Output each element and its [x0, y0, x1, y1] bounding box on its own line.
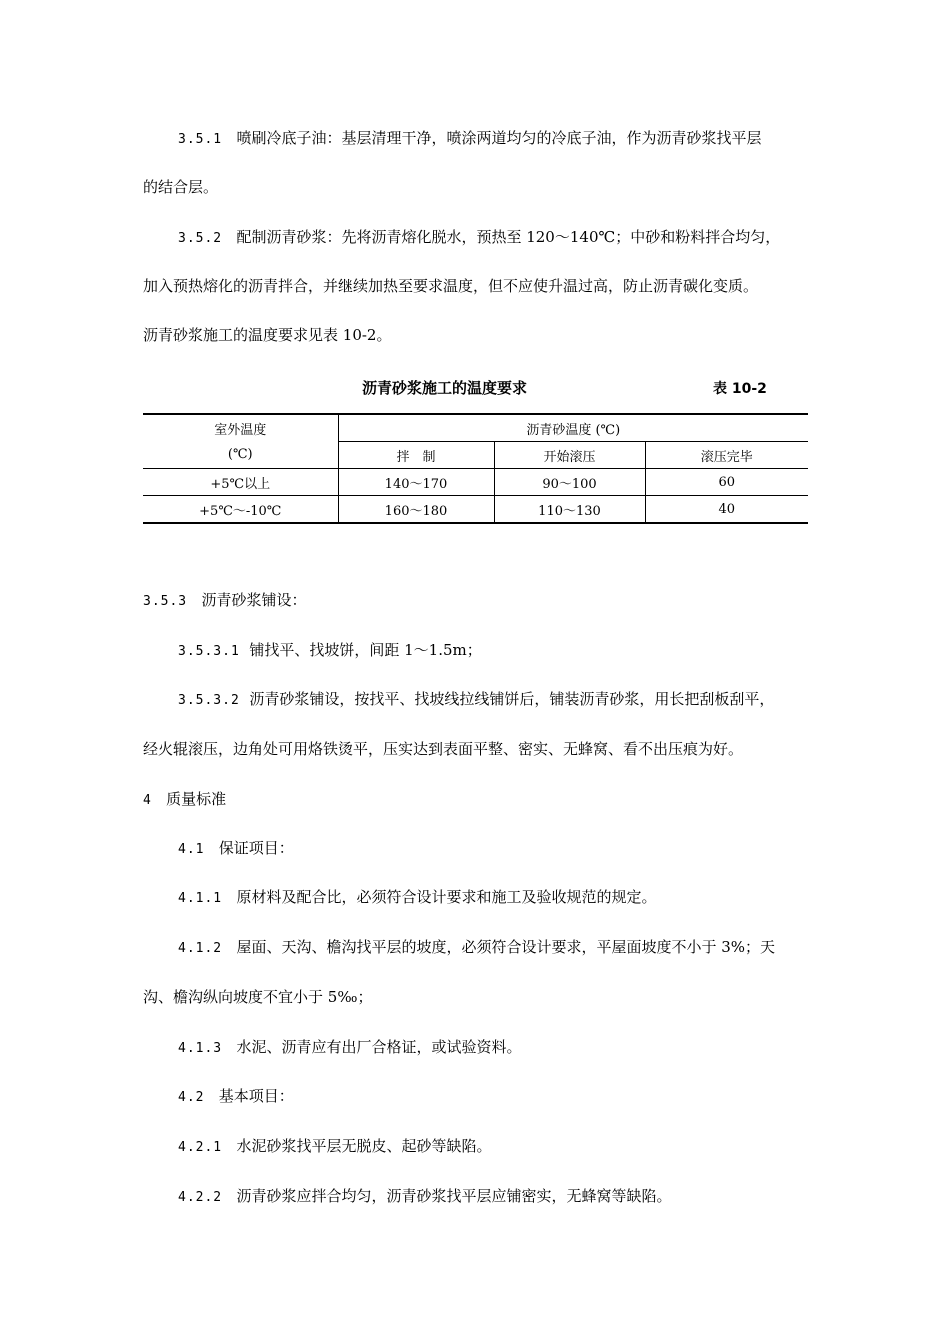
section-number: 4.1.3	[178, 1041, 223, 1056]
section-number: 4	[143, 793, 152, 808]
para-text: 水泥砂浆找平层无脱皮、起砂等缺陷。	[236, 1137, 492, 1155]
para-4-1-3	[178, 1037, 521, 1059]
para-text: 加入预热熔化的沥青拌合，并继续加热至要求温度，但不应使升温过高，防止沥青碳化变质。	[143, 277, 759, 295]
cell-mix: 140～170	[338, 469, 494, 496]
para-3-5-3	[143, 590, 306, 612]
cell-end-roll: 60	[645, 469, 808, 496]
header-outdoor: 室外温度	[143, 414, 338, 442]
para-text: 配制沥青砂浆：先将沥青熔化脱水，预热至 120～140℃；中砂和粉料拌合均匀，	[236, 228, 781, 246]
table-caption: 沥青砂浆施工的温度要求	[362, 379, 528, 397]
cell-mix: 160～180	[338, 496, 494, 524]
para-3-5-1	[178, 128, 761, 150]
header-mortar-temp: 沥青砂温度 (℃)	[338, 414, 808, 442]
para-3-5-2	[178, 227, 780, 249]
para-4-1-1	[178, 887, 656, 909]
section-number: 3.5.2	[178, 231, 223, 246]
para-text: 质量标准	[166, 790, 227, 808]
table-row	[143, 469, 808, 496]
para-3-5-3-2	[178, 689, 774, 711]
para-4-2-1	[178, 1136, 491, 1158]
para-4-2-2	[178, 1186, 671, 1208]
section-number: 4.2.2	[178, 1190, 223, 1205]
para-text: 铺找平、找坡饼，间距 1～1.5m；	[249, 641, 482, 659]
para-4-1	[178, 838, 294, 860]
para-text: 沥青砂浆铺设，按找平、找坡线拉线铺饼后，铺装沥青砂浆，用长把刮板刮平，	[249, 690, 775, 708]
para-text: 屋面、天沟、檐沟找平层的坡度，必须符合设计要求，平屋面坡度不小于 3%；天	[236, 938, 776, 956]
para-text: 沥青砂浆施工的温度要求见表 10-2。	[143, 326, 392, 344]
para-text: 沟、檐沟纵向坡度不宜小于 5‰；	[143, 988, 373, 1006]
section-number: 3.5.3	[143, 594, 188, 609]
section-number: 4.2.1	[178, 1140, 223, 1155]
section-number: 4.1	[178, 842, 205, 857]
para-text: 的结合层。	[143, 178, 219, 196]
para-4-2	[178, 1086, 294, 1108]
section-number: 4.1.1	[178, 891, 223, 906]
para-text: 水泥、沥青应有出厂合格证，或试验资料。	[236, 1038, 522, 1056]
para-text: 原材料及配合比，必须符合设计要求和施工及验收规范的规定。	[236, 888, 657, 906]
section-number: 3.5.3.2	[178, 693, 240, 708]
section-number: 3.5.3.1	[178, 644, 240, 659]
para-line	[143, 276, 758, 296]
header-col-end-roll: 滚压完毕	[645, 442, 808, 469]
para-3-5-3-1	[178, 640, 482, 662]
section-4-heading	[143, 789, 226, 811]
para-4-1-2	[178, 937, 775, 959]
cell-start-roll: 110～130	[494, 496, 645, 524]
cell-outdoor: +5℃～-10℃	[143, 496, 338, 524]
para-text: 基本项目：	[218, 1087, 294, 1105]
section-number: 4.1.2	[178, 941, 223, 956]
cell-outdoor: +5℃以上	[143, 469, 338, 496]
para-text: 沥青砂浆铺设：	[201, 591, 307, 609]
para-text: 喷刷冷底子油：基层清理干净，喷涂两道均匀的冷底子油，作为沥青砂浆找平层	[236, 129, 762, 147]
para-line	[143, 739, 743, 759]
section-number: 3.5.1	[178, 132, 223, 147]
para-line	[143, 177, 218, 197]
para-text: 沥青砂浆应拌合均匀，沥青砂浆找平层应铺密实，无蜂窝等缺陷。	[236, 1187, 672, 1205]
header-outdoor-unit: (℃)	[143, 442, 338, 469]
para-line	[143, 987, 372, 1007]
cell-start-roll: 90～100	[494, 469, 645, 496]
table-row	[143, 496, 808, 524]
cell-end-roll: 40	[645, 496, 808, 524]
table-label: 表 10-2	[713, 381, 767, 397]
section-number: 4.2	[178, 1090, 205, 1105]
temperature-table	[143, 413, 808, 524]
para-text: 保证项目：	[218, 839, 294, 857]
header-col-start-roll: 开始滚压	[494, 442, 645, 469]
para-text: 经火辊滚压，边角处可用烙铁烫平，压实达到表面平整、密实、无蜂窝、看不出压痕为好。	[143, 740, 744, 758]
para-line	[143, 325, 391, 345]
header-col-mix: 拌 制	[338, 442, 494, 469]
